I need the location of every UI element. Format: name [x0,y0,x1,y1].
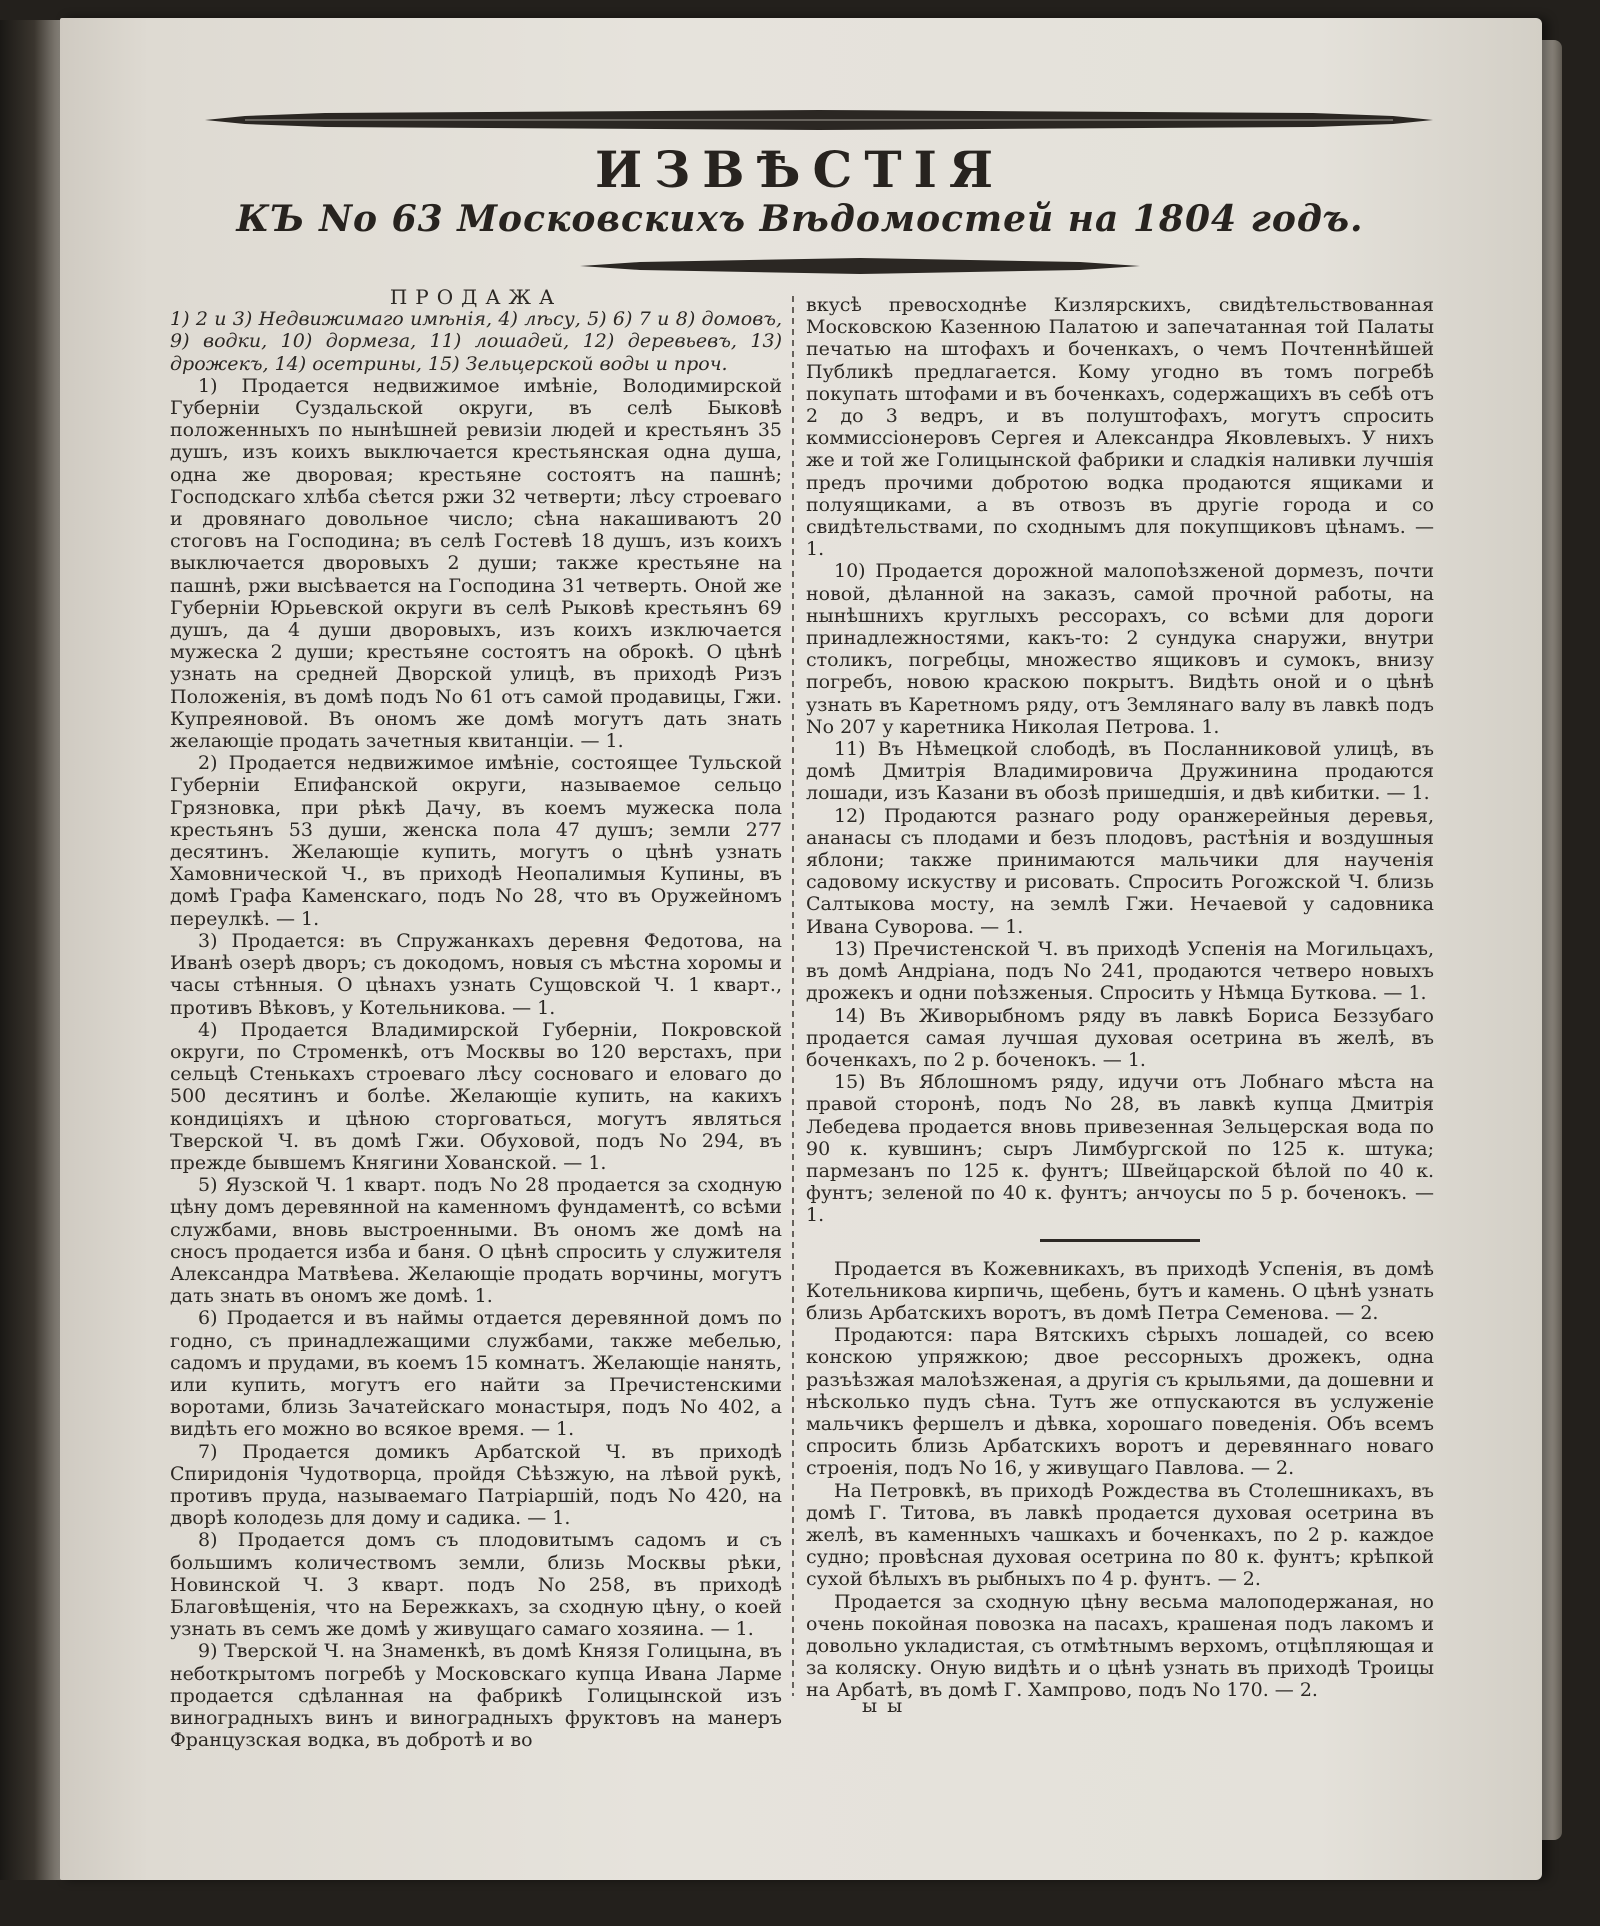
advert-paragraph: Продается въ Кожевникахъ, въ приходѣ Успенія, въ домѣ Котельникова кирпичь, щебень, бутъ и камень. О цѣнѣ узнать близь Арбатскихъ воротъ, въ домѣ Петра Семенова. — 2. [806,1257,1434,1324]
advert-paragraph: 13) Пречистенской Ч. въ приходѣ Успенія на Могильцахъ, въ домѣ Андріана, подъ No 241, продаются четверо новыхъ дрожекъ и одни поѣзженыя. Спросить у Нѣмца Буткова. — 1. [806,937,1434,1005]
masthead-title: ИЗВѢСТІЯ [594,140,1006,199]
catchword: ы ы [862,1695,905,1717]
advert-paragraph: Продается за сходную цѣну весьма малоподержаная, но очень покойная повозка на пасахъ, крашеная подъ лакомъ и довольно укладистая, съ отмѣтнымъ верхомъ, отцѣпляющая и за коляску. Оную видѣть и о цѣнѣ узнать въ приходѣ Троицы на Арбатѣ, въ домѣ Г. Хампрово, подъ No 170. — 2. [806,1590,1434,1702]
advert-paragraph: 9) Тверской Ч. на Знаменкѣ, въ домѣ Князя Голицына, въ неботкрытомъ погребѣ у Московскаго купца Ивана Ларме продается сдѣланная на фабрикѣ Голицынской изъ виноградныхъ винъ и виноградныхъ фруктовъ на манеръ Французская водка, въ добротѣ и во [170,1640,782,1752]
advert-paragraph: 8) Продается домъ съ плодовитымъ садомъ и съ большимъ количествомъ земли, близь Москвы рѣки, Новинской Ч. 3 кварт. подъ No 258, въ приходѣ Благовѣщенія, что на Бережкахъ, за сходную цѣну, о коей узнать въ семъ же домѣ у живущаго самаго хозяина. — 1. [170,1529,782,1641]
advert-paragraph: 15) Въ Яблошномъ ряду, идучи отъ Лобнаго мѣста на правой сторонѣ, подъ No 28, въ лавкѣ купца Дмитрія Лебедева продается вновь привезенная Зельцерская вода по 90 к. кувшинъ; сыръ Лимбургской по 125 к. штука; пармезанъ по 125 к. фунтъ; Швейцарской бѣлой по 40 к. фунтъ; зеленой по 40 к. фунтъ; анчоусы по 5 р. боченокъ. — 1. [806,1071,1434,1227]
advert-paragraph: 6) Продается и въ наймы отдается деревянной домъ по годно, съ принадлежащими службами, также мебелью, садомъ и прудами, въ коемъ 15 комнатъ. Желающіе нанять, или купить, могутъ его найти за Пречистенскими воротами, близь Зачатейскаго монастыря, подъ No 402, а видѣть его можно во всякое время. — 1. [170,1307,782,1441]
sale-heading: ПРОДАЖА [389,285,563,309]
advert-paragraph: 1) Продается недвижимое имѣніе, Володимирской Губерніи Суздальской округи, въ селѣ Быковѣ положенныхъ по нынѣшней ревизіи людей и крестьянъ 35 душъ, изъ коихъ выключается крестьянская одна душа, одна же дворовая; крестьяне состоятъ на пашнѣ; Господскаго хлѣба сѣется ржи 32 четверти; лѣсу строеваго и дровянаго довольное число; сѣна накашиваютъ 20 стоговъ на Господина; въ селѣ Гостевѣ 18 душъ, изъ коихъ выключается дворовыхъ 2 души; также крестьяне на пашнѣ, ржи высѣвается на Господина 31 четверть. Оной же Губерніи Юрьевской округи въ селѣ Рыковѣ крестьянъ 69 душъ, да 4 души дворовыхъ, изъ коихъ изключается мужеска 2 души; крестьяне состоятъ на оброкѣ. О цѣнѣ узнать на средней Дворской улицѣ, въ приходѣ Ризъ Положенія, въ домѣ подъ No 61 отъ самой продавицы, Гжи. Купреяновой. Въ ономъ же домѣ могутъ дать знать желающіе продать зачетныя квитанціи. — 1. [170,374,782,753]
sale-contents: 1) 2 и 3) Недвижимаго имѣнія, 4) лѣсу, 5) 6) 7 и 8) домовъ, 9) водки, 10) дормеза, 11) лошадей, 12) деревьевъ, 13) дрожекъ, 14) осетрины, 15) Зельцерской воды и проч. [170,308,782,375]
section-divider [1040,1239,1200,1242]
advert-paragraph: 12) Продаются разнаго роду оранжерейныя деревья, ананасы съ плодами и безъ плодовъ, растѣнія и воздушныя яблони; также принимаются мальчики для наученія садовому искуству и рисовать. Спросить Рогожской Ч. близь Салтыкова мосту, на землѣ Гжи. Нечаевой у садовника Ивана Суворова. — 1. [806,804,1434,938]
advert-paragraph: 2) Продается недвижимое имѣніе, состоящее Тульской Губерніи Епифанской округи, называемое сельцо Грязновка, при рѣкѣ Дачу, въ коемъ мужеска пола крестьянъ 53 души, женска пола 47 душъ; земли 277 десятинъ. Желающіе купить, могутъ о цѣнѣ узнать Хамовнической Ч., въ приходѣ Неопалимыя Купины, въ домѣ Графа Каменскаго, подъ No 28, что въ Оружейномъ переулкѣ. — 1. [170,752,782,930]
right-column [806,294,1434,1702]
ornamental-rule-middle [580,256,1140,276]
advert-paragraph: Продаются: пара Вятскихъ сѣрыхъ лошадей, со всею конскою упряжкою; двое рессорныхъ дрожекъ, одна разъѣзжая малоѣзженая, а другія съ крыльями, да дошевни и нѣсколько пудъ сѣна. Тутъ же отпускаются въ услуженіе мальчикъ фершелъ и дѣвка, хорошаго поведенія. Объ всемъ спросить близь Арбатскихъ воротъ и деревяннаго новаго строенія, подъ No 16, у живущаго Павлова. — 2. [806,1324,1434,1480]
advert-paragraph: На Петровкѣ, въ приходѣ Рождества въ Столешникахъ, въ домѣ Г. Титова, въ лавкѣ продается духовая осетрина въ желѣ, въ каменныхъ чашкахъ и боченкахъ, по 2 р. каждое судно; провѣсная духовая осетрина по 80 к. фунтъ; крѣпкой сухой бѣлыхъ въ рыбныхъ по 4 р. фунтъ. — 2. [806,1479,1434,1591]
left-column [170,286,782,1751]
book-spine [0,20,62,1880]
advert-paragraph: 5) Яузской Ч. 1 кварт. подъ No 28 продается за сходную цѣну домъ деревянной на каменномъ фундаментѣ, со всѣми службами, вновь выстроенными. Въ ономъ же домѣ на сносъ продается изба и баня. О цѣнѣ спросить у служителя Александра Матвѣева. Желающіе продать ворчины, могутъ дать знать въ ономъ же домѣ. 1. [170,1174,782,1308]
ornamental-rule-top [205,108,1433,132]
advert-paragraph: вкусѣ превосходнѣе Кизлярскихъ, свидѣтельствованная Московскою Казенною Палатою и запечатанная той Палаты печатью на штофахъ и боченкахъ, о чемъ Почтеннѣйшей Публикѣ предлагается. Кому угодно въ томъ погребѣ покупать штофами и въ боченкахъ, содержащихъ въ себѣ отъ 2 до 3 ведръ, и въ полуштофахъ, могутъ спросить коммиссіонеровъ Сергея и Александра Яковлевыхъ. У нихъ же и той же Голицынской фабрики и сладкія наливки лучшія предъ прочими добротою водка продаются ящиками и полуящиками, а въ отвозъ въ другіе города и со свидѣтельствами, по сходнымъ для покупщиковъ цѣнамъ. — 1. [806,294,1434,561]
advert-paragraph: 3) Продается: въ Спружанкахъ деревня Федотова, на Иванѣ озерѣ дворъ; съ докодомъ, новыя съ мѣстна хоромы и часы стѣнныя. О цѣнахъ узнать Сущовской Ч. 1 кварт., противъ Вѣковъ, у Котельникова. — 1. [170,929,782,1019]
advert-paragraph: 4) Продается Владимирской Губерніи, Покровской округи, по Строменкѣ, отъ Москвы во 120 верстахъ, при сельцѣ Стенькахъ строеваго лѣсу сосноваго и еловаго до 500 десятинъ и болѣе. Желающіе купить, на какихъ кондиціяхъ и цѣною сторговаться, могутъ являться Тверской Ч. въ домѣ Гжи. Обуховой, подъ No 294, въ прежде бывшемъ Княгини Хованской. — 1. [170,1018,782,1174]
advert-paragraph: 11) Въ Нѣмецкой слободѣ, въ Посланниковой улицѣ, въ домѣ Дмитрія Владимировича Дружинина продаются лошади, изъ Казани въ обозѣ пришедшія, и двѣ кибитки. — 1. [806,738,1434,805]
advert-paragraph: 14) Въ Живорыбномъ ряду въ лавкѣ Бориса Беззубаго продается самая лучшая духовая осетрина въ желѣ, въ боченкахъ, по 2 р. боченокъ. — 1. [806,1004,1434,1071]
advert-paragraph: 10) Продается дорожной малопоѣзженой дормезъ, почти новой, дѣланной на заказъ, самой прочной работы, на нынѣшнихъ круглыхъ рессорахъ, со всѣми для дороги принадлежностями, какъ-то: 2 сундука снаружи, внутри столикъ, погребцы, множество ящиковъ и сумокъ, внизу погребъ, новою краскою покрытъ. Видѣть оной и о цѣнѣ узнать въ Каретномъ ряду, отъ Землянаго валу въ лавкѣ подъ No 207 у каретника Николая Петрова. 1. [806,560,1434,738]
advert-paragraph: 7) Продается домикъ Арбатской Ч. въ приходѣ Спиридонія Чудотворца, пройдя Сѣѣзжую, на лѣвой рукѣ, противъ пруда, называемаго Патріаршій, подъ No 420, на дворѣ колодезь для дому и садика. — 1. [170,1440,782,1530]
column-divider [787,296,799,1696]
masthead-subtitle: КЪ No 63 Московскихъ Вѣдомостей на 1804 годъ. [236,198,1364,240]
